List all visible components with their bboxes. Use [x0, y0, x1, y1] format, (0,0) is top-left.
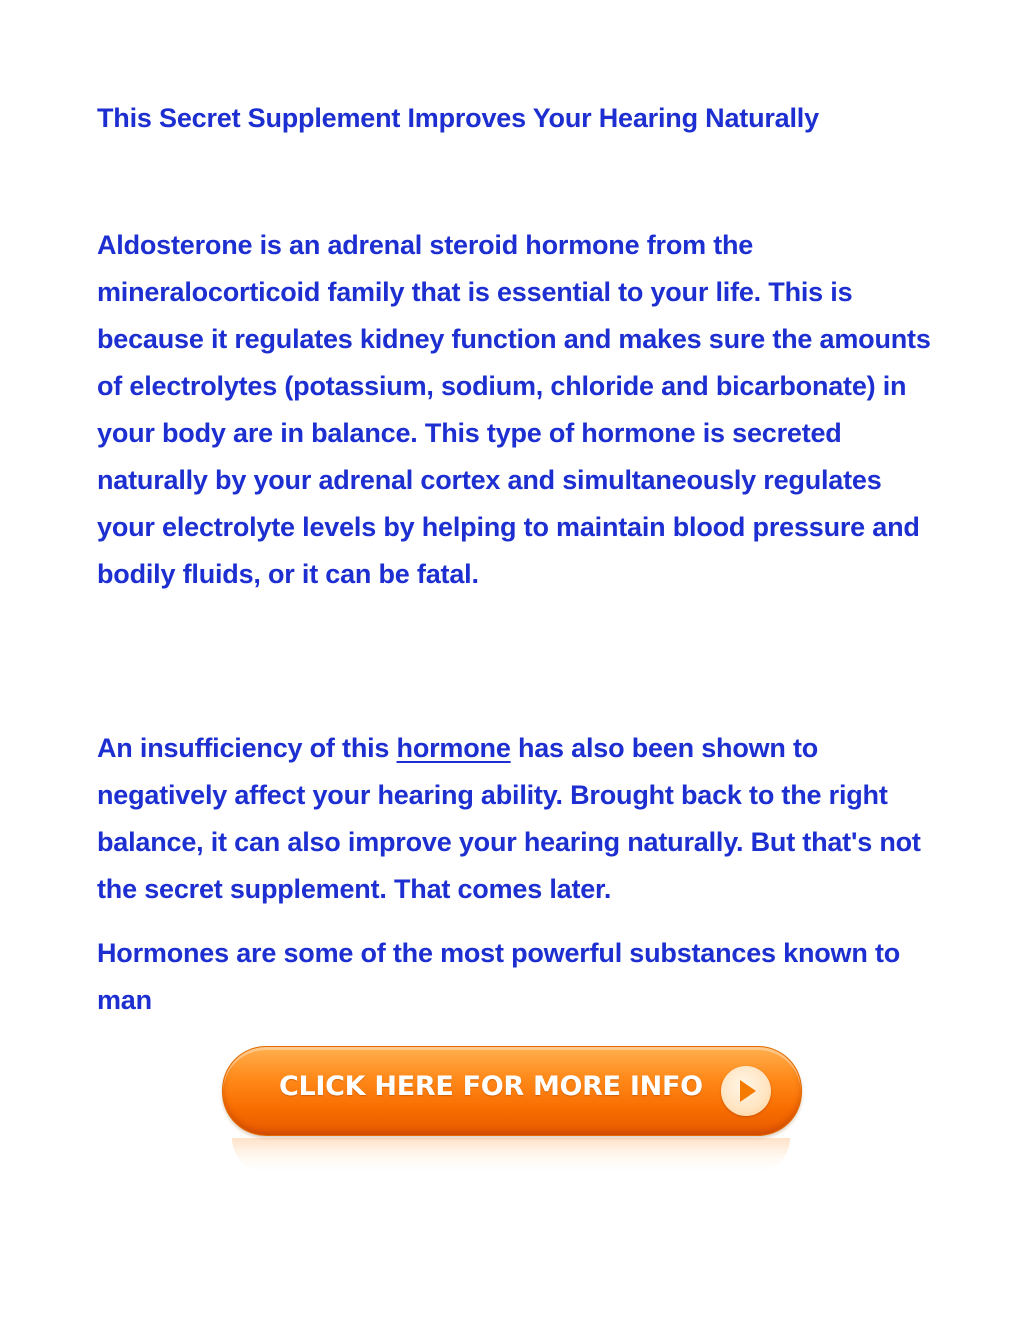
paragraph-text-before-link: An insufficiency of this	[97, 733, 397, 763]
cta-area	[222, 1046, 802, 1176]
more-info-button-label: CLICK HERE FOR MORE INFO	[279, 1071, 703, 1102]
play-arrow-icon	[721, 1066, 771, 1116]
paragraph-aldosterone: Aldosterone is an adrenal steroid hormone from the mineralocorticoid family that is essential to your life. This is because it regulates kidney function and makes sure the amounts of electrolytes (potassium, sodium, chloride and bicarbonate) in your body are in balance. This type of hormone is secreted naturally by your adrenal cortex and simultaneously regulates your electrolyte levels by helping to maintain blood pressure and bodily fluids, or it can be fatal.	[97, 230, 931, 589]
more-info-button[interactable]	[222, 1046, 802, 1136]
button-reflection	[232, 1138, 790, 1172]
paragraph-hormones: Hormones are some of the most powerful substances known to man	[97, 938, 901, 1015]
hormone-link[interactable]: hormone	[396, 733, 511, 763]
paragraph-text-after-link: has also been shown to negatively affect your hearing ability. Brought back to the right balance, it can also improve your hearing naturally. But that's not the secret supplement. That comes later.	[97, 733, 921, 904]
page-title: This Secret Supplement Improves Your Hearing Naturally	[97, 103, 819, 133]
paragraph-insufficiency	[97, 725, 937, 913]
